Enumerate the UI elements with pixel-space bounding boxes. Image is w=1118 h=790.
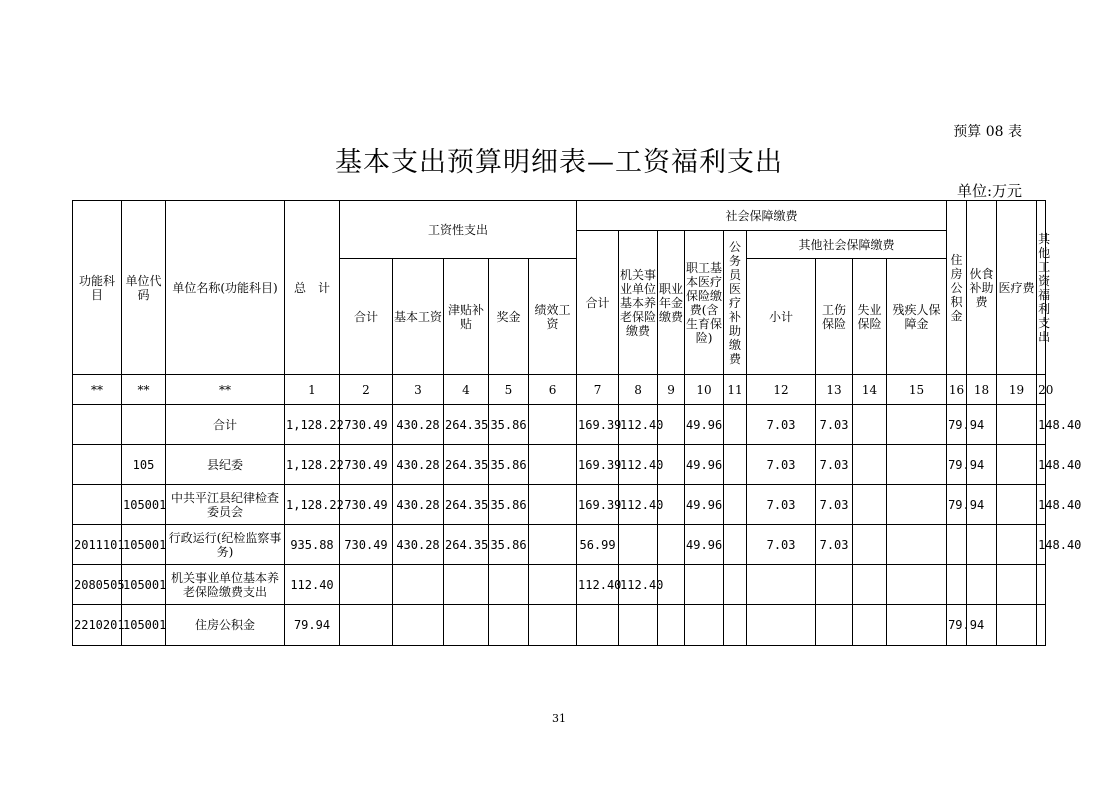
col-number: 20 [1037, 375, 1046, 405]
table-row [73, 605, 1046, 646]
cell-housing: 79.94 [947, 445, 967, 485]
cell-medical [997, 485, 1037, 525]
cell-medical-ins: 49.96 [685, 445, 724, 485]
cell-other-welfare: 148.40 [1037, 485, 1046, 525]
cell-total: 79.94 [285, 605, 340, 646]
cell-wage-total: 730.49 [340, 525, 393, 565]
marker-cell: ** [122, 375, 166, 405]
cell-injury: 7.03 [816, 525, 853, 565]
table-row [73, 405, 1046, 445]
cell-other-welfare [1037, 605, 1046, 646]
cell-name: 合计 [166, 405, 285, 445]
cell-annuity [658, 525, 685, 565]
cell-pension: 112.40 [619, 405, 658, 445]
table-row [73, 565, 1046, 605]
cell-pension: 112.40 [619, 565, 658, 605]
cell-name: 住房公积金 [166, 605, 285, 646]
cell-housing: 79.94 [947, 485, 967, 525]
cell-medical-ins: 49.96 [685, 405, 724, 445]
cell-social-total: 169.39 [577, 445, 619, 485]
header-other-welfare: 其他工资福利支出 [1037, 201, 1046, 375]
cell-bonus: 35.86 [489, 405, 529, 445]
cell-unemploy [853, 405, 887, 445]
cell-injury [816, 605, 853, 646]
col-number: 13 [816, 375, 853, 405]
cell-annuity [658, 605, 685, 646]
cell-pension: 112.40 [619, 445, 658, 485]
header-total: 总 计 [285, 201, 340, 375]
cell-basic: 430.28 [393, 525, 444, 565]
cell-medical [997, 605, 1037, 646]
column-number-row [73, 375, 1046, 405]
cell-unemploy [853, 565, 887, 605]
col-number: 3 [393, 375, 444, 405]
header-other-subtotal: 小计 [747, 259, 816, 375]
cell-wage-total: 730.49 [340, 485, 393, 525]
cell-injury: 7.03 [816, 445, 853, 485]
col-number: 4 [444, 375, 489, 405]
cell-func: 2011101 [73, 525, 122, 565]
cell-code: 105001 [122, 525, 166, 565]
header-annuity: 职业年金缴费 [658, 231, 685, 375]
cell-perf [529, 565, 577, 605]
header-civil-med: 公务员医疗补助缴费 [724, 231, 747, 375]
cell-name: 行政运行(纪检监察事务) [166, 525, 285, 565]
cell-disabled [887, 525, 947, 565]
header-injury: 工伤保险 [816, 259, 853, 375]
col-number: 10 [685, 375, 724, 405]
cell-allowance: 264.35 [444, 405, 489, 445]
cell-wage-total: 730.49 [340, 405, 393, 445]
header-func: 功能科目 [73, 201, 122, 375]
cell-func: 2080505 [73, 565, 122, 605]
cell-name: 中共平江县纪律检查委员会 [166, 485, 285, 525]
cell-perf [529, 525, 577, 565]
col-number: 6 [529, 375, 577, 405]
cell-total: 935.88 [285, 525, 340, 565]
cell-allowance [444, 605, 489, 646]
cell-bonus: 35.86 [489, 525, 529, 565]
header-medical-ins: 职工基本医疗保险缴费(含生育保险) [685, 231, 724, 375]
cell-func [73, 405, 122, 445]
table-row [73, 485, 1046, 525]
cell-wage-total [340, 565, 393, 605]
cell-code [122, 405, 166, 445]
cell-perf [529, 405, 577, 445]
cell-code: 105 [122, 445, 166, 485]
cell-bonus: 35.86 [489, 485, 529, 525]
marker-cell: ** [166, 375, 285, 405]
cell-housing: 79.94 [947, 405, 967, 445]
header-allowance: 津贴补贴 [444, 259, 489, 375]
cell-social-total [577, 605, 619, 646]
cell-code: 105001 [122, 605, 166, 646]
header-basic: 基本工资 [393, 259, 444, 375]
header-name: 单位名称(功能科目) [166, 201, 285, 375]
cell-wage-total [340, 605, 393, 646]
cell-basic: 430.28 [393, 445, 444, 485]
cell-civil-med [724, 445, 747, 485]
cell-civil-med [724, 565, 747, 605]
header-wage: 工资性支出 [340, 201, 577, 259]
cell-medical-ins [685, 605, 724, 646]
page-number: 31 [552, 712, 566, 725]
cell-medical [997, 565, 1037, 605]
cell-allowance [444, 565, 489, 605]
col-number: 9 [658, 375, 685, 405]
cell-name: 机关事业单位基本养老保险缴费支出 [166, 565, 285, 605]
cell-unemploy [853, 525, 887, 565]
cell-other-welfare [1037, 565, 1046, 605]
header-other-social: 其他社会保障缴费 [747, 231, 947, 259]
header-perf: 绩效工资 [529, 259, 577, 375]
cell-medical [997, 445, 1037, 485]
cell-injury [816, 565, 853, 605]
col-number: 11 [724, 375, 747, 405]
cell-injury: 7.03 [816, 485, 853, 525]
cell-medical-ins: 49.96 [685, 485, 724, 525]
cell-unemploy [853, 445, 887, 485]
header-housing: 住房公积金 [947, 201, 967, 375]
cell-total: 1,128.22 [285, 445, 340, 485]
cell-social-total: 56.99 [577, 525, 619, 565]
cell-social-total: 169.39 [577, 405, 619, 445]
cell-social-total: 112.40 [577, 565, 619, 605]
cell-unemploy [853, 605, 887, 646]
cell-disabled [887, 565, 947, 605]
col-number: 8 [619, 375, 658, 405]
header-pension: 机关事业单位基本养老保险缴费 [619, 231, 658, 375]
cell-other-subtotal: 7.03 [747, 525, 816, 565]
col-number: 5 [489, 375, 529, 405]
cell-total: 1,128.22 [285, 405, 340, 445]
cell-social-total: 169.39 [577, 485, 619, 525]
cell-injury: 7.03 [816, 405, 853, 445]
cell-allowance: 264.35 [444, 445, 489, 485]
header-social-total: 合计 [577, 231, 619, 375]
col-number: 18 [967, 375, 997, 405]
header-wage-total: 合计 [340, 259, 393, 375]
col-number: 14 [853, 375, 887, 405]
budget-table [72, 200, 1082, 646]
cell-meal [967, 525, 997, 565]
col-number: 19 [997, 375, 1037, 405]
cell-other-welfare: 148.40 [1037, 405, 1046, 445]
cell-total: 1,128.22 [285, 485, 340, 525]
header-row-1 [73, 201, 1046, 231]
cell-name: 县纪委 [166, 445, 285, 485]
cell-basic [393, 565, 444, 605]
cell-other-subtotal: 7.03 [747, 445, 816, 485]
cell-func [73, 485, 122, 525]
table-row [73, 525, 1046, 565]
cell-pension [619, 605, 658, 646]
cell-other-subtotal [747, 565, 816, 605]
header-medical: 医疗费 [997, 201, 1037, 375]
cell-basic: 430.28 [393, 485, 444, 525]
cell-allowance: 264.35 [444, 485, 489, 525]
cell-bonus: 35.86 [489, 445, 529, 485]
cell-medical [997, 525, 1037, 565]
cell-other-subtotal: 7.03 [747, 485, 816, 525]
cell-other-welfare: 148.40 [1037, 525, 1046, 565]
col-number: 15 [887, 375, 947, 405]
cell-other-subtotal: 7.03 [747, 405, 816, 445]
cell-total: 112.40 [285, 565, 340, 605]
cell-disabled [887, 445, 947, 485]
cell-disabled [887, 405, 947, 445]
cell-bonus [489, 605, 529, 646]
cell-perf [529, 485, 577, 525]
cell-basic: 430.28 [393, 405, 444, 445]
col-number: 12 [747, 375, 816, 405]
col-number: 7 [577, 375, 619, 405]
cell-medical-ins [685, 565, 724, 605]
header-code: 单位代码 [122, 201, 166, 375]
cell-housing [947, 525, 967, 565]
header-bonus: 奖金 [489, 259, 529, 375]
cell-housing [947, 565, 967, 605]
col-number: 2 [340, 375, 393, 405]
cell-other-welfare: 148.40 [1037, 445, 1046, 485]
unit-label: 单位:万元 [956, 182, 1022, 200]
col-number: 16 [947, 375, 967, 405]
cell-func: 2210201 [73, 605, 122, 646]
cell-pension: 112.40 [619, 485, 658, 525]
form-number: 预算 08 表 [953, 124, 1022, 140]
cell-unemploy [853, 485, 887, 525]
cell-medical [997, 405, 1037, 445]
header-disabled: 残疾人保障金 [887, 259, 947, 375]
cell-perf [529, 445, 577, 485]
cell-code: 105001 [122, 565, 166, 605]
header-unemploy: 失业保险 [853, 259, 887, 375]
cell-bonus [489, 565, 529, 605]
header-meal: 伙食补助费 [967, 201, 997, 375]
cell-civil-med [724, 485, 747, 525]
cell-disabled [887, 605, 947, 646]
marker-cell: ** [73, 375, 122, 405]
cell-civil-med [724, 405, 747, 445]
cell-pension [619, 525, 658, 565]
cell-perf [529, 605, 577, 646]
cell-civil-med [724, 525, 747, 565]
header-social: 社会保障缴费 [577, 201, 947, 231]
cell-allowance: 264.35 [444, 525, 489, 565]
cell-medical-ins: 49.96 [685, 525, 724, 565]
cell-meal [967, 565, 997, 605]
table-row [73, 445, 1046, 485]
cell-code: 105001 [122, 485, 166, 525]
cell-other-subtotal [747, 605, 816, 646]
cell-func [73, 445, 122, 485]
col-number: 1 [285, 375, 340, 405]
cell-civil-med [724, 605, 747, 646]
page-title: 基本支出预算明细表—工资福利支出 [335, 147, 783, 178]
cell-disabled [887, 485, 947, 525]
cell-basic [393, 605, 444, 646]
cell-housing: 79.94 [947, 605, 967, 646]
cell-wage-total: 730.49 [340, 445, 393, 485]
